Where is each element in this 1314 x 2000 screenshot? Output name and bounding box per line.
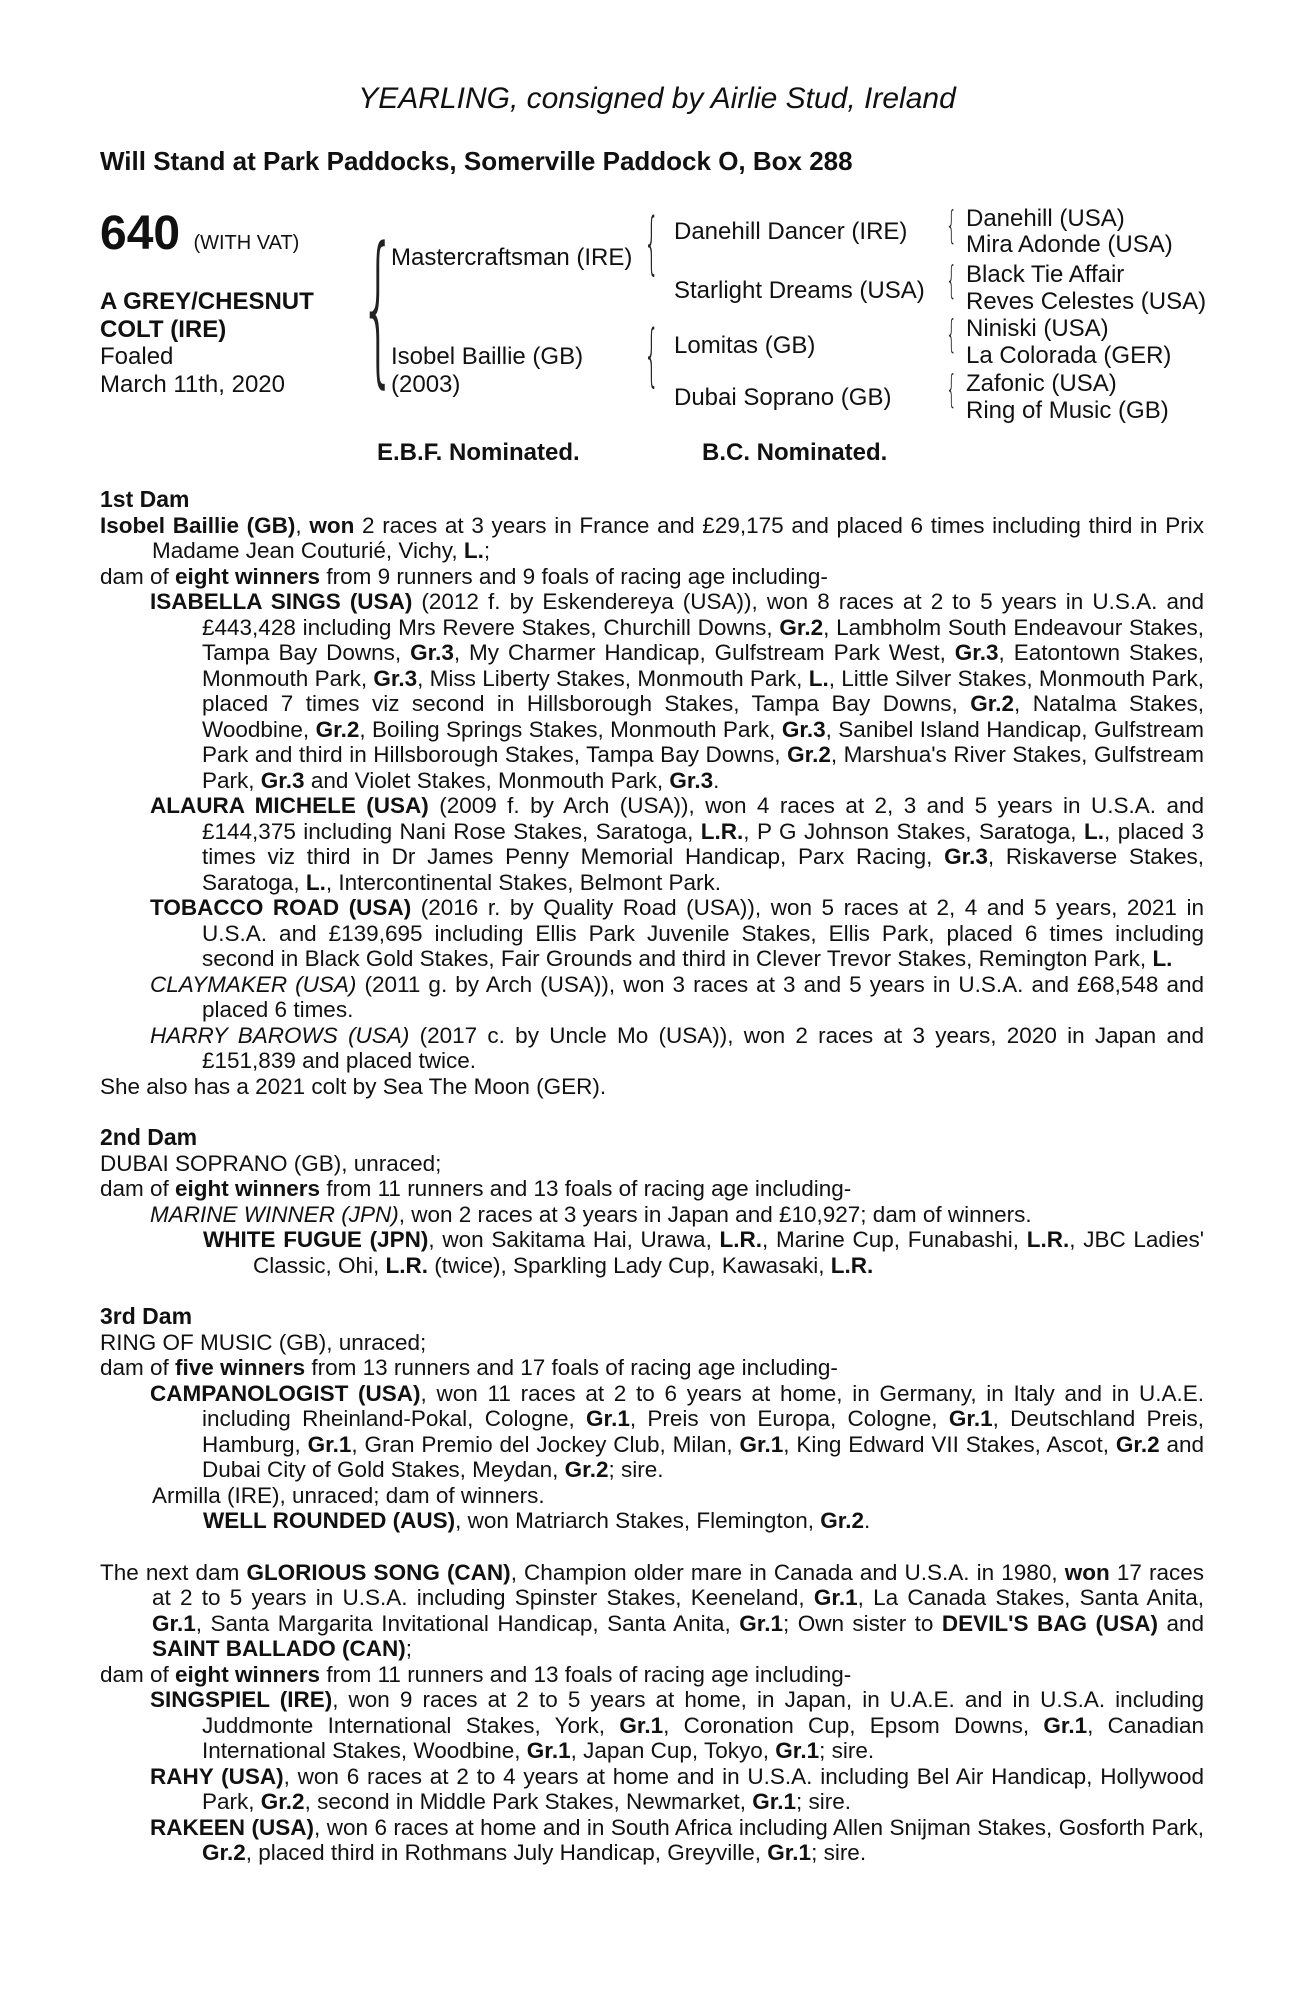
pedigree-dsd: La Colorada (GER): [966, 342, 1172, 369]
produce-marine-winner: MARINE WINNER (JPN), won 2 races at 3 years in Japan and £10,927; dam of winners.: [150, 1201, 1032, 1227]
dam-3-record: RING OF MUSIC (GB), unraced;: [100, 1329, 427, 1355]
pedigree-brace-ss: {: [946, 203, 957, 247]
dam-2-produce: dam of eight winners from 11 runners and 13 foals of racing age including-: [100, 1176, 852, 1201]
dam-3-produce: dam of five winners from 13 runners and 17 foals of racing age including-: [100, 1355, 838, 1380]
foaled-date: March 11th, 2020: [100, 371, 286, 398]
vat-label: (WITH VAT): [193, 232, 300, 254]
produce-well-rounded: WELL ROUNDED (AUS), won Matriarch Stakes, Flemington, Gr.2.: [203, 1508, 871, 1533]
foaled-label: Foaled: [100, 343, 174, 370]
dam-1-foal-note: She also has a 2021 colt by Sea The Moon (GER).: [100, 1073, 607, 1099]
pedigree-sss: Danehill (USA): [966, 205, 1125, 232]
dam-2-record: DUBAI SOPRANO (GB), unraced;: [100, 1150, 442, 1176]
produce-rahy: RAHY (USA), won 6 races at 2 to 4 years at home and in U.S.A. including Bel Air Handicap, Hollywood Park, Gr.2, second in Middle Park Stakes, Newmarket, Gr.1; sire.: [150, 1763, 1205, 1814]
pedigree-sire: Mastercraftsman (IRE): [391, 244, 633, 271]
pedigree-dss: Niniski (USA): [966, 315, 1109, 342]
produce-singspiel: SINGSPIEL (IRE), won 9 races at 2 to 5 years at home, in Japan, in U.A.E. and in U.S.A. including Juddmonte International Stakes, York, Gr.1, Coronation Cup, Epsom Downs, Gr.1, Canadian International Stakes, Woodbine, Gr.1, Japan Cup, Tokyo, Gr.1; sire.: [150, 1687, 1205, 1763]
pedigree-brace-main: {: [360, 212, 397, 403]
pedigree-ssd: Mira Adonde (USA): [966, 231, 1173, 258]
bc-nominated: B.C. Nominated.: [702, 439, 888, 466]
section-title-2nd-dam: 2nd Dam: [100, 1124, 198, 1150]
dam-1-produce: dam of eight winners from 9 runners and 9 foals of racing age including-: [100, 563, 828, 589]
pedigree-dam-sire: Lomitas (GB): [674, 332, 816, 359]
lot-description-1: A GREY/CHESNUT: [100, 288, 314, 315]
produce-alaura-michele: ALAURA MICHELE (USA) (2009 f. by Arch (USA)), won 4 races at 2, 3 and 5 years in U.S.A. and £144,375 including Nani Rose Stakes, Saratoga, L.R., P G Johnson Stakes, Saratoga, L., placed 3 times viz third in Dr James Penny Memorial Handicap, Parx Racing, Gr.3, Riskaverse Stakes, Saratoga, L., Intercontinental Stakes, Belmont Park.: [150, 793, 1204, 895]
pedigree-sire-dam: Starlight Dreams (USA): [674, 277, 925, 304]
pedigree-dds: Zafonic (USA): [966, 370, 1117, 397]
stand-location: Will Stand at Park Paddocks, Somerville Paddock O, Box 288: [100, 146, 853, 176]
lot-number: [100, 206, 299, 261]
pedigree-sds: Black Tie Affair: [966, 261, 1125, 288]
pedigree-dam-dam: Dubai Soprano (GB): [674, 384, 892, 411]
lot-description-2: COLT (IRE): [100, 316, 227, 343]
pedigree-ddd: Ring of Music (GB): [966, 397, 1169, 424]
pedigree-brace-sire: {: [644, 204, 660, 283]
lot-number-value: 640: [100, 207, 181, 260]
produce-armilla: Armilla (IRE), unraced; dam of winners.: [152, 1482, 545, 1508]
produce-claymaker: CLAYMAKER (USA) (2011 g. by Arch (USA)), won 3 races at 3 and 5 years in U.S.A. and £68,548 and placed 6 times.: [150, 971, 1205, 1022]
pedigree-sire-sire: Danehill Dancer (IRE): [674, 218, 908, 245]
produce-harry-barows: HARRY BAROWS (USA) (2017 c. by Uncle Mo (USA)), won 2 races at 3 years, 2020 in Japan and £151,839 and placed twice.: [150, 1022, 1205, 1073]
next-dam-produce: dam of eight winners from 11 runners and 13 foals of racing age including-: [100, 1661, 852, 1687]
next-dam-record: The next dam GLORIOUS SONG (CAN), Champion older mare in Canada and U.S.A. in 1980, won 17 races at 2 to 5 years in U.S.A. including Spinster Stakes, Keeneland, Gr.1, La Canada Stakes, Santa Anita, Gr.1, Santa Margarita Invitational Handicap, Santa Anita, Gr.1; Own sister to DEVIL'S BAG (USA) and SAINT BALLADO (CAN);: [100, 1559, 1205, 1661]
ebf-nominated: E.B.F. Nominated.: [377, 439, 580, 466]
produce-isabella-sings: ISABELLA SINGS (USA) (2012 f. by Eskendereya (USA)), won 8 races at 2 to 5 years in U.S.A. and £443,428 including Mrs Revere Stakes, Churchill Downs, Gr.2, Lambholm South Endeavour Stakes, Tampa Bay Downs, Gr.3, My Charmer Handicap, Gulfstream Park West, Gr.3, Eatontown Stakes, Monmouth Park, Gr.3, Miss Liberty Stakes, Monmouth Park, L., Little Silver Stakes, Monmouth Park, placed 7 times viz second in Hillsborough Stakes, Tampa Bay Downs, Gr.2, Natalma Stakes, Woodbine, Gr.2, Boiling Springs Stakes, Monmouth Park, Gr.3, Sanibel Island Handicap, Gulfstream Park and third in Hillsborough Stakes, Tampa Bay Downs, Gr.2, Marshua's River Stakes, Gulfstream Park, Gr.3 and Violet Stakes, Monmouth Park, Gr.3.: [150, 589, 1205, 793]
pedigree-sdd: Reves Celestes (USA): [966, 288, 1207, 315]
pedigree-dam-year: (2003): [391, 371, 461, 398]
page-title: YEARLING, consigned by Airlie Stud, Ireland: [358, 82, 956, 115]
pedigree-brace-dam: {: [644, 316, 660, 395]
section-title-3rd-dam: 3rd Dam: [100, 1303, 193, 1329]
dam-records: [100, 487, 1204, 1866]
pedigree-brace-ds: {: [946, 312, 957, 356]
produce-white-fugue: WHITE FUGUE (JPN), won Sakitama Hai, Urawa, L.R., Marine Cup, Funabashi, L.R., JBC Ladies' Classic, Ohi, L.R. (twice), Sparkling Lady Cup, Kawasaki, L.R.: [203, 1227, 1204, 1278]
produce-campanologist: CAMPANOLOGIST (USA), won 11 races at 2 to 6 years at home, in Germany, in Italy and in U.A.E. including Rheinland-Pokal, Cologne, Gr.1, Preis von Europa, Cologne, Gr.1, Deutschland Preis, Hamburg, Gr.1, Gran Premio del Jockey Club, Milan, Gr.1, King Edward VII Stakes, Ascot, Gr.2 and Dubai City of Gold Stakes, Meydan, Gr.2; sire.: [150, 1380, 1205, 1482]
dam-1-record: Isobel Baillie (GB), won 2 races at 3 years in France and £29,175 and placed 6 times including third in Prix Madame Jean Couturié, Vichy, L.;: [100, 512, 1204, 563]
pedigree-brace-sd: {: [946, 258, 957, 302]
produce-rakeen: RAKEEN (USA), won 6 races at home and in South Africa including Allen Snijman Stakes, Gosforth Park, Gr.2, placed third in Rothmans July Handicap, Greyville, Gr.1; sire.: [150, 1814, 1204, 1865]
produce-tobacco-road: TOBACCO ROAD (USA) (2016 r. by Quality Road (USA)), won 5 races at 2, 4 and 5 years, 2021 in U.S.A. and £139,695 including Ellis Park Juvenile Stakes, Ellis Park, placed 6 times including second in Black Gold Stakes, Fair Grounds and third in Clever Trevor Stakes, Remington Park, L.: [150, 895, 1204, 971]
pedigree-dam: Isobel Baillie (GB): [391, 343, 584, 370]
pedigree-brace-dd: {: [946, 367, 957, 411]
section-title-1st-dam: 1st Dam: [100, 486, 190, 512]
